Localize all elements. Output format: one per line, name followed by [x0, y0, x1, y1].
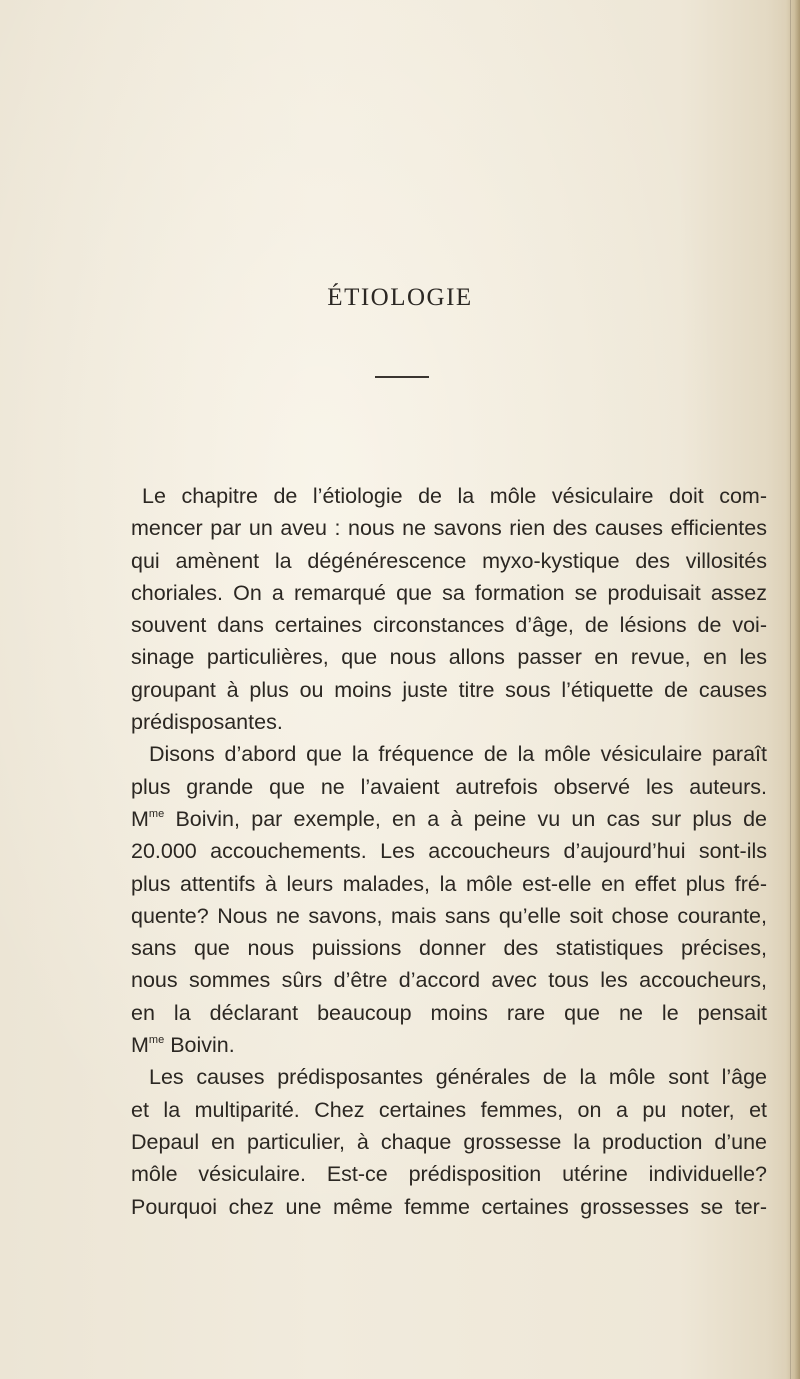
text-line: et la multiparité. Chez certaines femmes, on a pu noter, et	[131, 1097, 767, 1122]
text-line: quente? Nous ne savons, mais sans qu’elle soit chose courante,	[131, 903, 767, 928]
title-sup: me	[148, 1034, 165, 1047]
text-line: Les causes prédisposantes générales de la môle sont l’âge	[149, 1065, 767, 1090]
text-line: Boivin, par exemple, en a à peine vu un cas sur plus de	[175, 806, 767, 831]
text-line: en la déclarant beaucoup moins rare que ne le pensait	[131, 1000, 767, 1025]
title-sup: me	[148, 807, 165, 820]
text-line-title	[107, 1029, 767, 1061]
text-line: groupant à plus ou moins juste titre sous l’étiquette de causes	[131, 677, 767, 702]
title-abbrev: M	[131, 1033, 149, 1058]
text-line: Pourquoi chez une même femme certaines grossesses se ter-	[131, 1194, 767, 1219]
text-line: plus attentifs à leurs malades, la môle est-elle en effet plus fré-	[131, 871, 767, 896]
text-line: qui amènent la dégénérescence myxo-kystique des villosités	[131, 548, 767, 573]
text-line: nous sommes sûrs d’être d’accord avec tous les accoucheurs,	[131, 968, 767, 993]
text-line: plus grande que ne l’avaient autrefois observé les auteurs.	[131, 774, 767, 799]
text-line: Le chapitre de l’étiologie de la môle vésiculaire doit com-	[142, 484, 767, 508]
text-line: Depaul en particulier, à chaque grossesse la production d’une	[131, 1129, 767, 1154]
text-line: sinage particulières, que nous allons passer en revue, en les	[131, 645, 767, 670]
text-line: Disons d’abord que la fréquence de la môle vésiculaire paraît	[149, 742, 767, 767]
body-text	[107, 480, 767, 1223]
text-line: souvent dans certaines circonstances d’âge, de lésions de voi-	[131, 613, 767, 638]
paragraph-3	[107, 1061, 767, 1222]
text-line: choriales. On a remarqué que sa formation se produisait assez	[131, 580, 767, 605]
paragraph-1	[107, 480, 767, 738]
text-line: sans que nous puissions donner des statistiques précises,	[131, 936, 767, 961]
chapter-heading: ÉTIOLOGIE	[327, 284, 473, 311]
paragraph-2	[107, 738, 767, 1061]
text-line: Boivin.	[170, 1033, 235, 1058]
page-edge-shadow	[786, 0, 800, 1379]
text-line: 20.000 accouchements. Les accoucheurs d’aujourd’hui sont-ils	[131, 839, 767, 864]
heading-rule	[375, 376, 429, 378]
text-line: mencer par un aveu : nous ne savons rien des causes efficientes	[131, 516, 767, 541]
text-line-title	[107, 803, 767, 835]
text-line: môle vésiculaire. Est-ce prédisposition utérine individuelle?	[131, 1162, 767, 1187]
title-abbrev: M	[131, 806, 149, 831]
text-line: prédisposantes.	[131, 710, 283, 735]
page-edge-line	[790, 0, 791, 1379]
